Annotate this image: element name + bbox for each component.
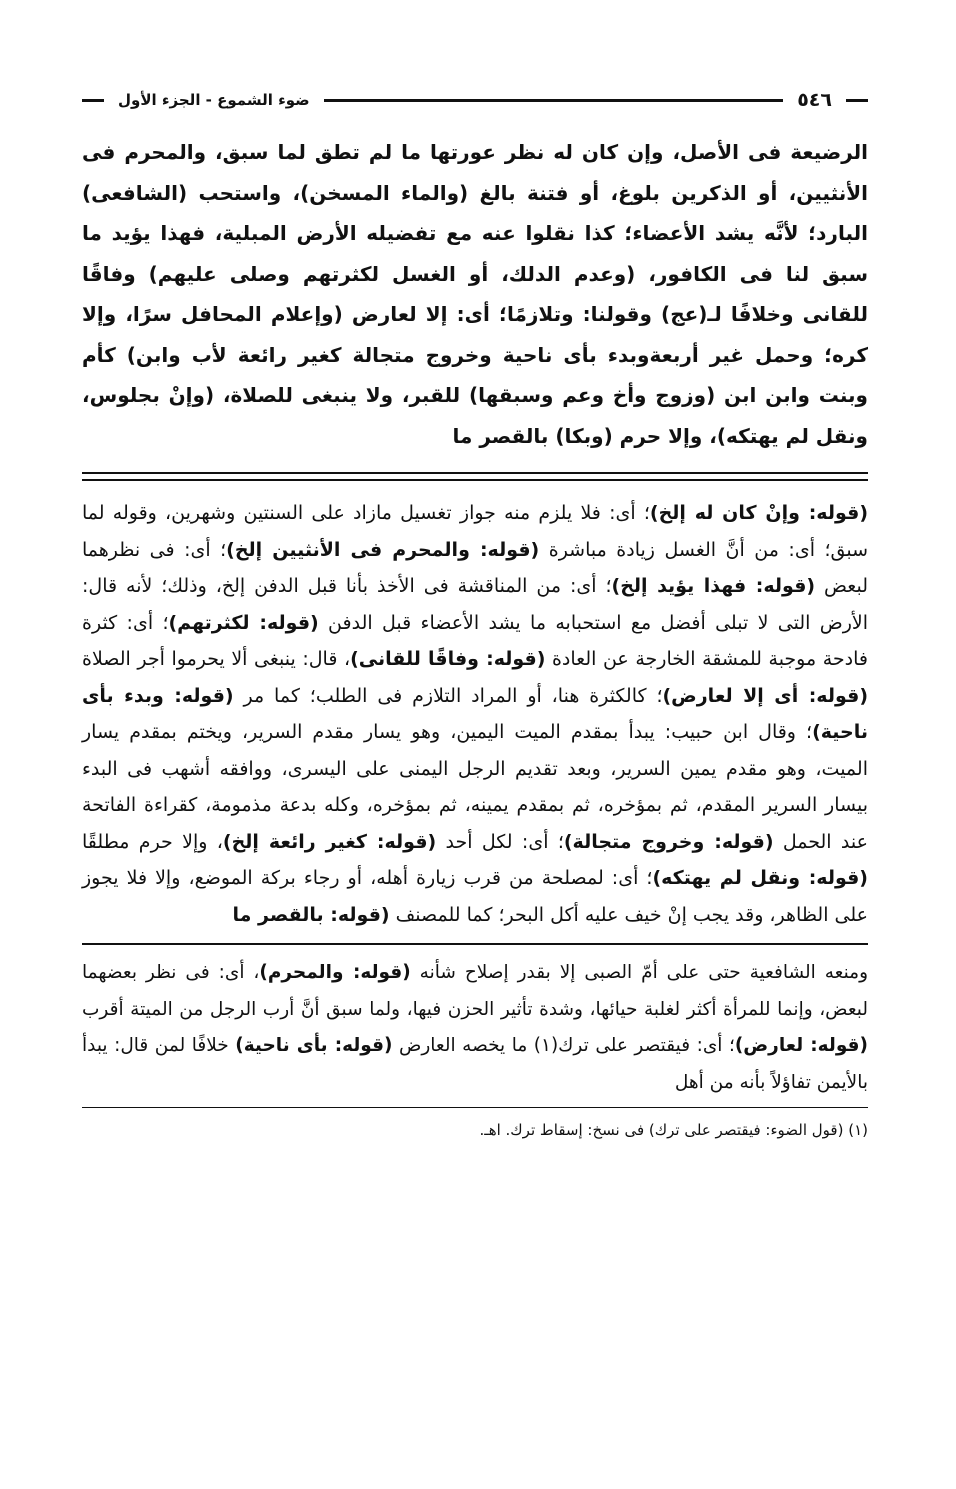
quote-heading: (قوله: والمحرم)	[259, 962, 411, 983]
quote-heading: (قوله: لعارض)	[734, 1035, 868, 1056]
commentary-text	[82, 495, 868, 933]
gloss-block	[82, 955, 868, 1101]
text-run: ؛ أى: فى نظرهما لبعض	[82, 538, 868, 597]
gloss-text	[82, 955, 868, 1101]
text-run: ؛ أى: من المناقشة فى الأخذ بأنا قبل الدفن إلخ، وذلك؛ لأنه قال: الأرض التى لا تبلى أفضل مع استحبابه ما يشد الأعضاء قبل الدفن	[82, 575, 868, 634]
text-run: ؛ أى: كثرة فادحة موجبة للمشقة الخارجة عن العادة	[82, 611, 868, 670]
running-title: ضوء الشموع - الجزء الأول	[118, 91, 310, 109]
page-number: ٥٤٦	[797, 89, 832, 111]
text-run: ؛ أى: لمصلحة من قرب زيارة أهله، أو رجاء بركة الموضع، وإلا فلا يجوز على الظاهر، وقد يجب إنْ خيف عليه أكل البحر؛ كما للمصنف	[82, 867, 868, 926]
quote-heading: (قوله: وفاقًا للقانى)	[350, 648, 546, 670]
quote-heading: (قوله: وبدء بأى ناحية)	[82, 684, 868, 743]
footnote-divider	[82, 1107, 868, 1108]
text-run: خلافًا لمن قال: يبدأ بالأيمن تفاؤلاً بأنه من أهل	[82, 1035, 868, 1093]
quote-heading: (قوله: فهذا يؤيد إلخ)	[611, 575, 816, 597]
text-run: ؛ أى: لكل أحد	[436, 830, 564, 853]
quote-heading: (قوله: كغير رائعة إلخ)	[222, 830, 437, 853]
quote-heading: (قوله: أى إلا لعارض)	[662, 684, 868, 707]
quote-heading: (قوله: لكثرتهم)	[168, 611, 319, 634]
text-run: ؛ وقال ابن حبيب: يبدأ بمقدم الميت اليمين، وهو يسار مقدم السرير، ويختم بمقدم يسار الميت، وهو مقدم يمين السرير، وبعد تقديم الرجل اليمنى على اليسرى، ووافقه أشهب فى البدء بيسار السرير المقدم، ثم بمؤخره، ثم بمقدم يمينه، ثم بمؤخره، وكله بدعة مذمومة، كقراءة الفاتحة عند الحمل	[82, 721, 868, 853]
quote-heading: (قوله: وإنْ كان له إلخ)	[649, 502, 868, 524]
text-run: ؛ أى: فيقتصر على ترك(١) ما يخصه العارض	[392, 1035, 735, 1056]
quote-heading: (قوله: ونقل لم يهتكه)	[652, 867, 868, 889]
footnote-text: (١) (قول الضوء: فيقتصر على ترك) فى نسخ: إسقاط ترك. اهـ.	[479, 1121, 868, 1139]
text-run: ، وإلا حرم مطلقًا	[82, 830, 223, 853]
divider	[82, 943, 868, 945]
text-run: ، قال: ينبغى ألا يحرموا أجر الصلاة	[82, 648, 351, 670]
quote-heading: (قوله: بأى ناحية)	[235, 1035, 393, 1056]
text-run: ، أى: فى نظر بعضهما لبعض، وإنما للمرأة أكثر لغلبة حيائها، وشدة تأثير الحزن فيها، ولما سبق أنَّ أرب الرجل من الميتة أقرب	[82, 962, 868, 1020]
main-text: الرضيعة فى الأصل، وإن كان له نظر عورتها ما لم تطق لما سبق، والمحرم فى الأنثيين، أو الذكرين بلوغ، أو فتنة بالغ (والماء المسخن)، واستحب (الشافعى) البارد؛ لأنَّه يشد الأعضاء؛ كذا نقلوا عنه مع تفضيله الأرض المبلية، فهذا يؤيد ما سبق لنا فى الكافور، (وعدم الدلك، أو الغسل لكثرتهم وصلى عليهم) وفاقًا للقانى وخلافًا لـ(عج) وقولنا: وتلازمًا؛ أى: إلا لعارض (وإعلام المحافل سرًا، وإلا كره؛ وحمل غير أربعةوبدء بأى ناحية وخروج متجالة كغير رائعة لأب وابن) كأم وبنت وابن ابن (وزوج وأخ وعم وسبقها) للقبر، ولا ينبغى للصلاة، (وإنْ بجلوس، ونقل لم يهتكه)، وإلا حرم (وبكا) بالقصر ما	[82, 140, 868, 448]
text-run: ؛ أى: فلا يلزم منه جواز تغسيل مازاد على السنتين وشهرين، وقوله لما سبق؛ أى: من أنَّ الغسل زيادة مباشرة	[82, 502, 869, 561]
quote-heading: (قوله: والمحرم فى الأنثيين إلخ)	[226, 538, 540, 561]
commentary-block	[82, 495, 868, 933]
text-run: ؛ كالكثرة هنا، أو المراد التلازم فى الطلب؛ كما مر	[233, 684, 663, 707]
header-rule-middle	[324, 99, 784, 102]
running-header	[82, 80, 868, 120]
double-divider	[82, 472, 868, 481]
quote-heading: (قوله: بالقصر ما	[232, 903, 390, 926]
quote-heading: (قوله: وخروج متجالة)	[563, 830, 774, 853]
header-rule-left	[82, 99, 104, 102]
main-text-block	[82, 132, 868, 456]
header-rule-right	[846, 99, 868, 102]
footnote-block	[82, 1118, 868, 1142]
text-run: ومنعه الشافعية حتى على أمّ الصبى إلا بقدر إصلاح شأنه	[410, 962, 868, 983]
